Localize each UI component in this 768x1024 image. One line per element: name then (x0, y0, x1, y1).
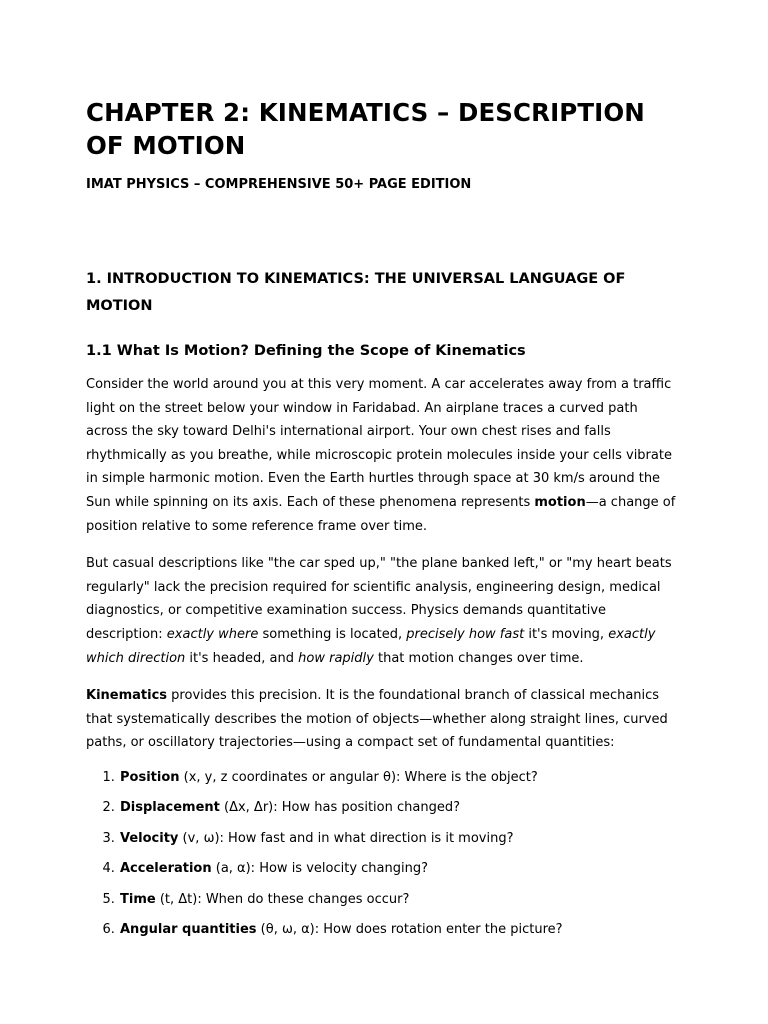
list-item (119, 769, 682, 787)
italic-phrase: precisely how fast (406, 626, 525, 642)
text-run: that motion changes over time. (373, 650, 584, 666)
edition-subtitle: IMAT PHYSICS – COMPREHENSIVE 50+ PAGE EDITION (86, 177, 472, 192)
bold-term-kinematics: Kinematics (86, 688, 168, 704)
list-item (119, 921, 682, 939)
paragraph-motion-intro (86, 373, 682, 538)
fundamental-quantities-list (86, 769, 682, 940)
list-item-description: (θ, ω, α): How does rotation enter the picture? (256, 922, 563, 938)
text-run: provides this precision. It is the foundational branch of classical mechanics that systematically describes the motion of objects—whether along straight lines, curved paths, or oscillatory trajectories—using a compact set of fundamental quantities: (86, 688, 668, 751)
list-item-description: (a, α): How is velocity changing? (211, 861, 428, 877)
text-run: But casual descriptions like "the car sped up," "the plane banked left," or "my heart beats regularly" lack the precision required for scientific analysis, engineering design, medical diagnostics, or competitive examination success. Physics demands quantitative description: (86, 556, 672, 642)
subsection-heading: 1.1 What Is Motion? Defining the Scope of Kinematics (86, 343, 526, 359)
list-item-description: (x, y, z coordinates or angular θ): Where is the object? (179, 769, 538, 785)
italic-phrase: exactly where (166, 626, 259, 642)
list-item (119, 799, 682, 817)
text-run: —a change of position relative to some reference frame over time. (86, 494, 676, 534)
list-item-term: Displacement (120, 800, 220, 816)
paragraph-precision (86, 552, 682, 670)
bold-term-motion: motion (534, 494, 586, 510)
list-item-term: Time (120, 891, 156, 907)
italic-phrase: exactly which direction (86, 626, 656, 666)
list-item (119, 891, 682, 909)
list-item-description: (v, ω): How fast and in what direction is it moving? (178, 830, 514, 846)
text-run: Consider the world around you at this very moment. A car accelerates away from a traffic light on the street below your window in Faridabad. An airplane traces a curved path across the sky toward Delhi's international airport. Your own chest rises and falls rhythmically as you breathe, while microscopic protein molecules inside your cells vibrate in simple harmonic motion. Even the Earth hurtles through space at 30 km/s around the Sun while spinning on its axis. Each of these phenomena represents (86, 377, 672, 510)
list-item-term: Angular quantities (120, 922, 257, 938)
text-run: it's moving, (524, 626, 609, 642)
section-heading: 1. INTRODUCTION TO KINEMATICS: THE UNIVERSAL LANGUAGE OF MOTION (86, 271, 626, 314)
list-item-term: Position (120, 769, 180, 785)
list-item (119, 860, 682, 878)
list-item-description: (t, Δt): When do these changes occur? (155, 891, 410, 907)
list-item-description: (Δx, Δr): How has position changed? (219, 800, 460, 816)
chapter-title: CHAPTER 2: KINEMATICS – DESCRIPTION OF MOTION (86, 98, 645, 160)
list-item-term: Velocity (120, 830, 179, 846)
italic-phrase: how rapidly (298, 650, 374, 666)
text-run: something is located, (258, 626, 407, 642)
list-item (119, 830, 682, 848)
text-run: it's headed, and (185, 650, 299, 666)
list-item-term: Acceleration (120, 861, 212, 877)
paragraph-kinematics-definition (86, 684, 682, 755)
